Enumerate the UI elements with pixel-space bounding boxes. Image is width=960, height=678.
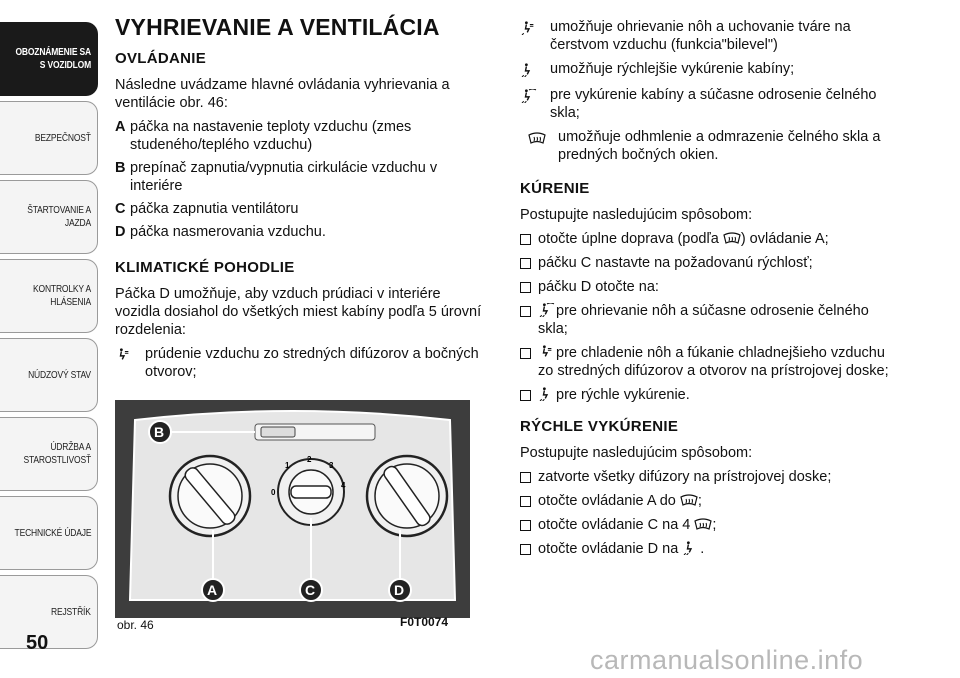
control-text: prepínač zapnutia/vypnutia cirkulácie vzduchu v interiére [130,160,438,194]
checkbox-bullet-icon [520,306,531,317]
step-text: pre ohrievanie nôh a súčasne odrosenie čelného skla; [538,303,869,337]
mode-item [520,86,900,122]
list-item [520,540,900,558]
control-item [115,200,485,218]
control-item [115,159,485,195]
quick-heating-heading: RÝCHLE VYKÚRENIE [520,418,679,435]
tab-starting-driving[interactable] [0,180,98,254]
face-vent-icon [115,348,133,362]
feet-icon [520,63,538,77]
tab-label: BEZPEČNOSŤ [35,132,91,144]
feet-face-icon [538,345,556,359]
step-text: ) ovládanie A; [740,231,829,247]
comfort-heading: KLIMATICKÉ POHODLIE [115,259,295,276]
list-item [520,230,900,248]
callout-d: D [394,582,405,598]
tab-technical-data[interactable] [0,496,98,570]
control-text: páčka nasmerovania vzduchu. [130,224,326,240]
control-label: C [115,201,126,217]
tab-label: NÚDZOVÝ STAV [28,369,91,381]
fan-speed-label: 0 [271,488,276,497]
tab-label: KONTROLKY A HLÁSENIA [33,284,91,308]
tab-warning-lights[interactable] [0,259,98,333]
page-number: 50 [26,632,49,654]
figure-caption: obr. 46 [117,618,154,632]
comfort-text: Páčka D umožňuje, aby vzduch prúdiaci v interiére vozidla dosiahol do všetkých miest kabíny podľa 5 úrovní rozdelenia: [115,286,482,338]
page-title: VYHRIEVANIE A VENTILÁCIA [115,14,440,40]
left-column [115,14,485,387]
tab-safety[interactable] [0,101,98,175]
callout-a: A [207,582,218,598]
fan-speed-label: 2 [307,455,312,464]
mode-item [520,60,900,80]
mode-text: pre vykúrenie kabíny a súčasne odrosenie čelného skla; [550,87,877,121]
heater-panel-illustration [115,400,470,618]
fan-speed-label: 1 [285,461,290,470]
checkbox-bullet-icon [520,390,531,401]
windshield-defrost-icon [694,517,712,531]
tab-maintenance[interactable] [0,417,98,491]
heating-intro: Postupujte nasledujúcim spôsobom: [520,207,753,223]
list-item [520,516,900,534]
feet-windshield-icon [538,303,556,317]
list-item [520,344,900,380]
step-text: otočte ovládanie A do [538,493,676,509]
control-item [115,223,485,241]
step-text: páčku C nastavte na požadovanú rýchlosť; [538,255,813,271]
list-item [520,254,900,272]
tab-emergency[interactable] [0,338,98,412]
windshield-defrost-icon [680,493,698,507]
mode-text: umožňuje rýchlejšie vykúrenie kabíny; [550,61,795,77]
control-item [115,118,485,154]
step-text: otočte ovládanie D na [538,541,679,557]
tab-label: OBOZNÁMENIE SA S VOZIDLOM [15,47,91,71]
list-item [520,468,900,486]
windshield-defrost-icon [528,131,546,145]
controls-intro: Následne uvádzame hlavné ovládania vyhrievania a ventilácie obr. 46: [115,77,450,111]
list-item [520,302,900,338]
tab-label: ÚDRŽBA A STAROSTLIVOSŤ [23,442,92,466]
callout-c: C [305,582,316,598]
list-item [520,492,900,510]
feet-windshield-icon [520,89,538,103]
quick-heating-intro: Postupujte nasledujúcim spôsobom: [520,445,753,461]
mode-item [520,18,900,54]
tab-label: ŠTARTOVANIE A JAZDA [27,205,91,229]
windshield-defrost-icon [723,231,741,245]
right-column [520,18,900,564]
fan-speed-label: 3 [329,461,334,470]
mode-text: prúdenie vzduchu zo stredných difúzorov a bočných otvorov; [145,346,479,380]
list-item [520,386,900,404]
step-text: páčku D otočte na: [538,279,659,295]
step-text: ; [712,517,717,533]
controls-heading: OVLÁDANIE [115,50,207,67]
callout-b: B [154,424,165,440]
control-text: páčka na nastavenie teploty vzduchu (zmes studeného/teplého vzduchu) [130,119,412,153]
step-text: ; [697,493,702,509]
fan-speed-label: 4 [341,481,346,490]
figure-code: F0T0074 [400,615,449,629]
checkbox-bullet-icon [520,282,531,293]
checkbox-bullet-icon [520,234,531,245]
checkbox-bullet-icon [520,496,531,507]
step-text: zatvorte všetky difúzory na prístrojovej doske; [538,469,832,485]
mode-text: umožňuje odhmlenie a odmrazenie čelného skla a predných bočných okien. [558,129,881,163]
step-text: otočte úplne doprava (podľa [538,231,719,247]
step-text: pre rýchle vykúrenie. [556,387,690,403]
list-item [520,278,900,296]
checkbox-bullet-icon [520,348,531,359]
tab-label: REJSTŘÍK [51,606,91,618]
tab-index[interactable] [0,575,98,649]
control-text: páčka zapnutia ventilátoru [130,201,299,217]
checkbox-bullet-icon [520,520,531,531]
checkbox-bullet-icon [520,258,531,269]
tab-label: TECHNICKÉ ÚDAJE [14,527,91,539]
mode-item-face [115,345,485,381]
control-label: A [115,119,126,135]
step-text: otočte ovládanie C na 4 [538,517,691,533]
step-text: . [700,541,705,557]
figure-46 [115,400,470,618]
step-text: pre chladenie nôh a fúkanie chladnejšieho vzduchu zo stredných difúzorov a otvorov na prístrojovej doske; [538,345,889,379]
mode-text: umožňuje ohrievanie nôh a uchovanie tváre na čerstvom vzduchu (funkcia"bilevel") [550,19,851,53]
checkbox-bullet-icon [520,472,531,483]
control-label: B [115,160,126,176]
mode-item [520,128,900,164]
control-label: D [115,224,126,240]
watermark: carmanualsonline.info [590,645,864,675]
feet-face-icon [520,21,538,35]
feet-icon [682,541,700,555]
heating-heading: KÚRENIE [520,180,590,197]
checkbox-bullet-icon [520,544,531,555]
feet-icon [538,387,556,401]
tab-vehicle-familiarization[interactable] [0,22,98,96]
